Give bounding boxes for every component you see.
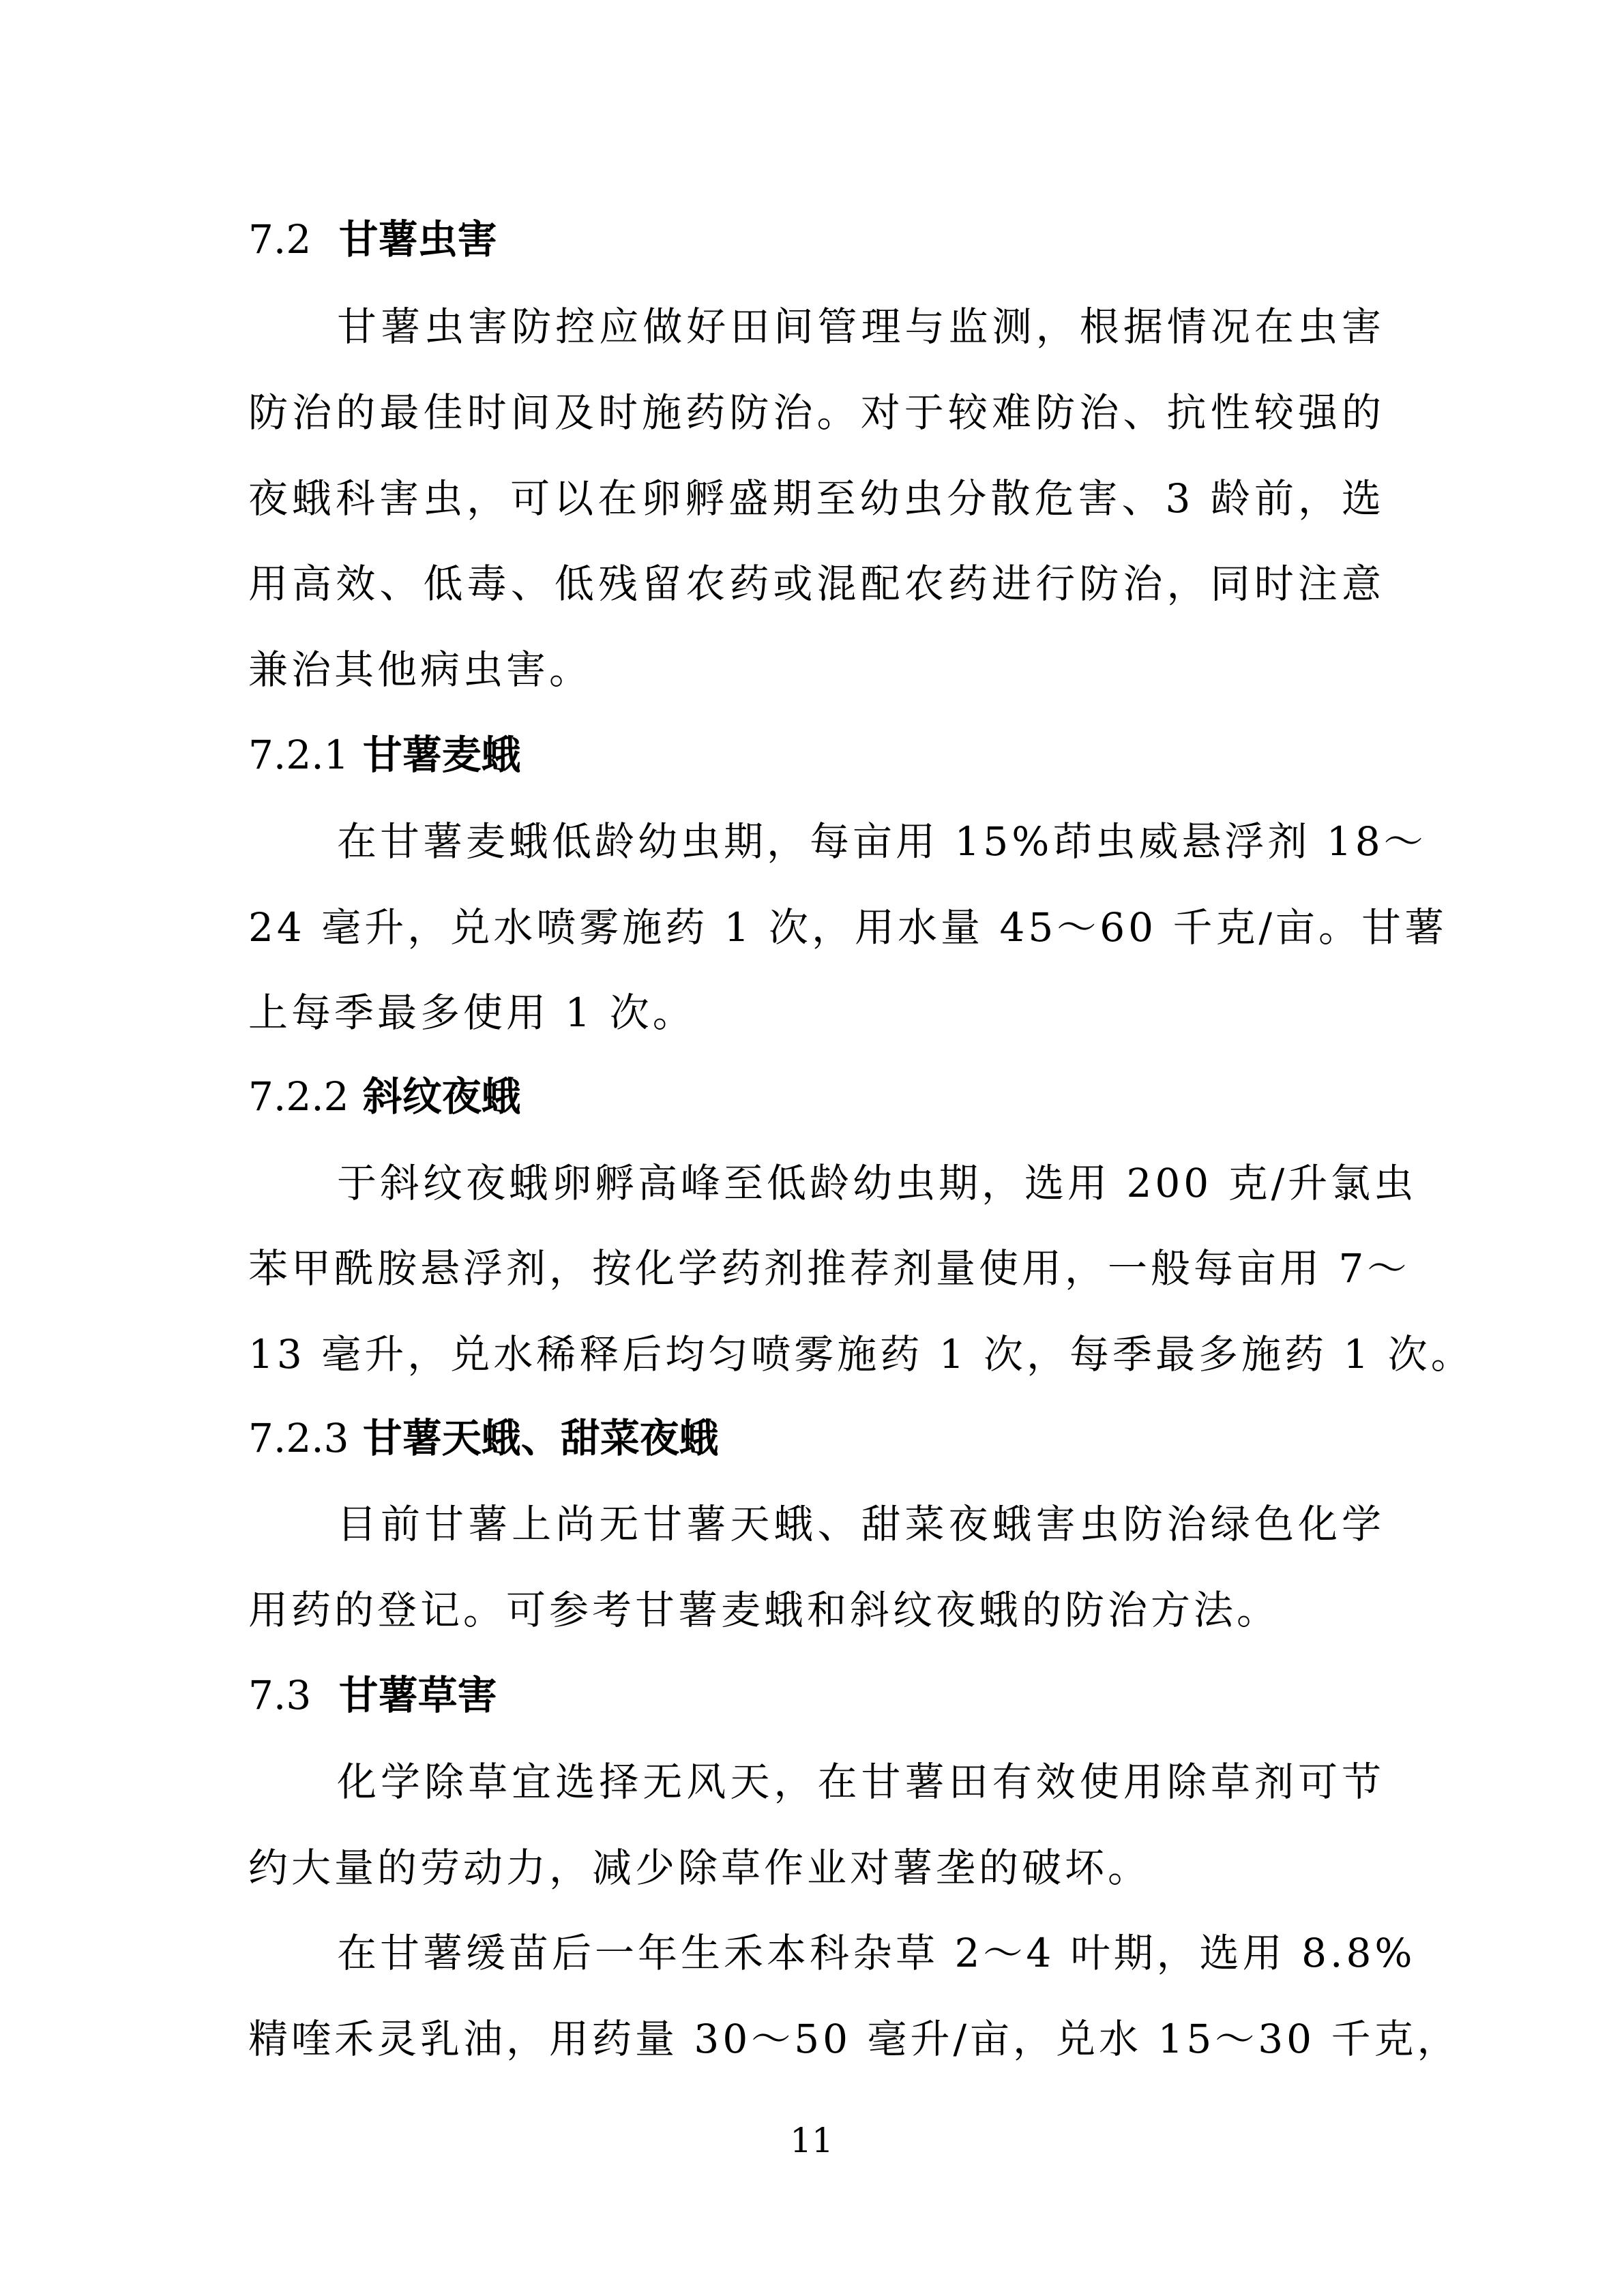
paragraph-line: 化学除草宜选择无风天，在甘薯田有效使用除草剂可节 [337,1759,1385,1805]
section-heading-7-2-1 [248,729,1385,781]
paragraph-line: 13 毫升，兑水稀释后均匀喷雾施药 1 次，每季最多施药 1 次。 [248,1331,1474,1377]
paragraph-line: 目前甘薯上尚无甘薯天蛾、甜菜夜蛾害虫防治绿色化学 [337,1501,1385,1547]
paragraph-line: 夜蛾科害虫，可以在卵孵盛期至幼虫分散危害、3 龄前，选 [248,475,1385,522]
paragraph-line: 在甘薯缓苗后一年生禾本科杂草 2～4 叶期，选用 8.8% [337,1930,1416,1976]
paragraph-line: 精喹禾灵乳油，用药量 30～50 毫升/亩，兑水 15～30 千克， [248,2016,1460,2062]
paragraph-line: 在甘薯麦蛾低龄幼虫期，每亩用 15%茚虫威悬浮剂 18～ [337,818,1427,865]
paragraph-line: 用药的登记。可参考甘薯麦蛾和斜纹夜蛾的防治方法。 [248,1587,1280,1633]
heading-title: 甘薯麦蛾 [362,732,521,778]
section-heading-7-2-3 [248,1412,1385,1464]
heading-title: 甘薯草害 [338,1672,497,1718]
paragraph-line: 上每季最多使用 1 次。 [248,989,696,1036]
paragraph-line: 甘薯虫害防控应做好田间管理与监测，根据情况在虫害 [337,303,1385,350]
heading-title: 甘薯虫害 [338,216,497,263]
section-heading-7-2-2 [248,1071,1385,1122]
paragraph-line: 24 毫升，兑水喷雾施药 1 次，用水量 45～60 千克/亩。甘薯 [248,904,1448,951]
heading-number: 7.2.1 [248,732,349,778]
paragraph-line: 防治的最佳时间及时施药防治。对于较难防治、抗性较强的 [248,389,1385,436]
page-number: 11 [790,2121,833,2160]
section-heading-7-3 [248,1669,1385,1721]
heading-number: 7.2.3 [248,1415,349,1461]
heading-number: 7.2.2 [248,1073,349,1120]
paragraph-line: 于斜纹夜蛾卵孵高峰至低龄幼虫期，选用 200 克/升氯虫 [337,1160,1417,1206]
paragraph-line: 用高效、低毒、低残留农药或混配农药进行防治，同时注意 [248,561,1385,607]
heading-number: 7.2 [248,216,312,263]
heading-title: 甘薯天蛾、甜菜夜蛾 [362,1415,719,1461]
section-heading-7-2 [248,213,1385,265]
heading-number: 7.3 [248,1672,312,1718]
heading-title: 斜纹夜蛾 [362,1073,521,1120]
paragraph-line: 兼治其他病虫害。 [248,646,593,693]
paragraph-line: 约大量的劳动力，减少除草作业对薯垄的破坏。 [248,1845,1151,1891]
paragraph-line: 苯甲酰胺悬浮剂，按化学药剂推荐剂量使用，一般每亩用 7～ [248,1245,1411,1292]
